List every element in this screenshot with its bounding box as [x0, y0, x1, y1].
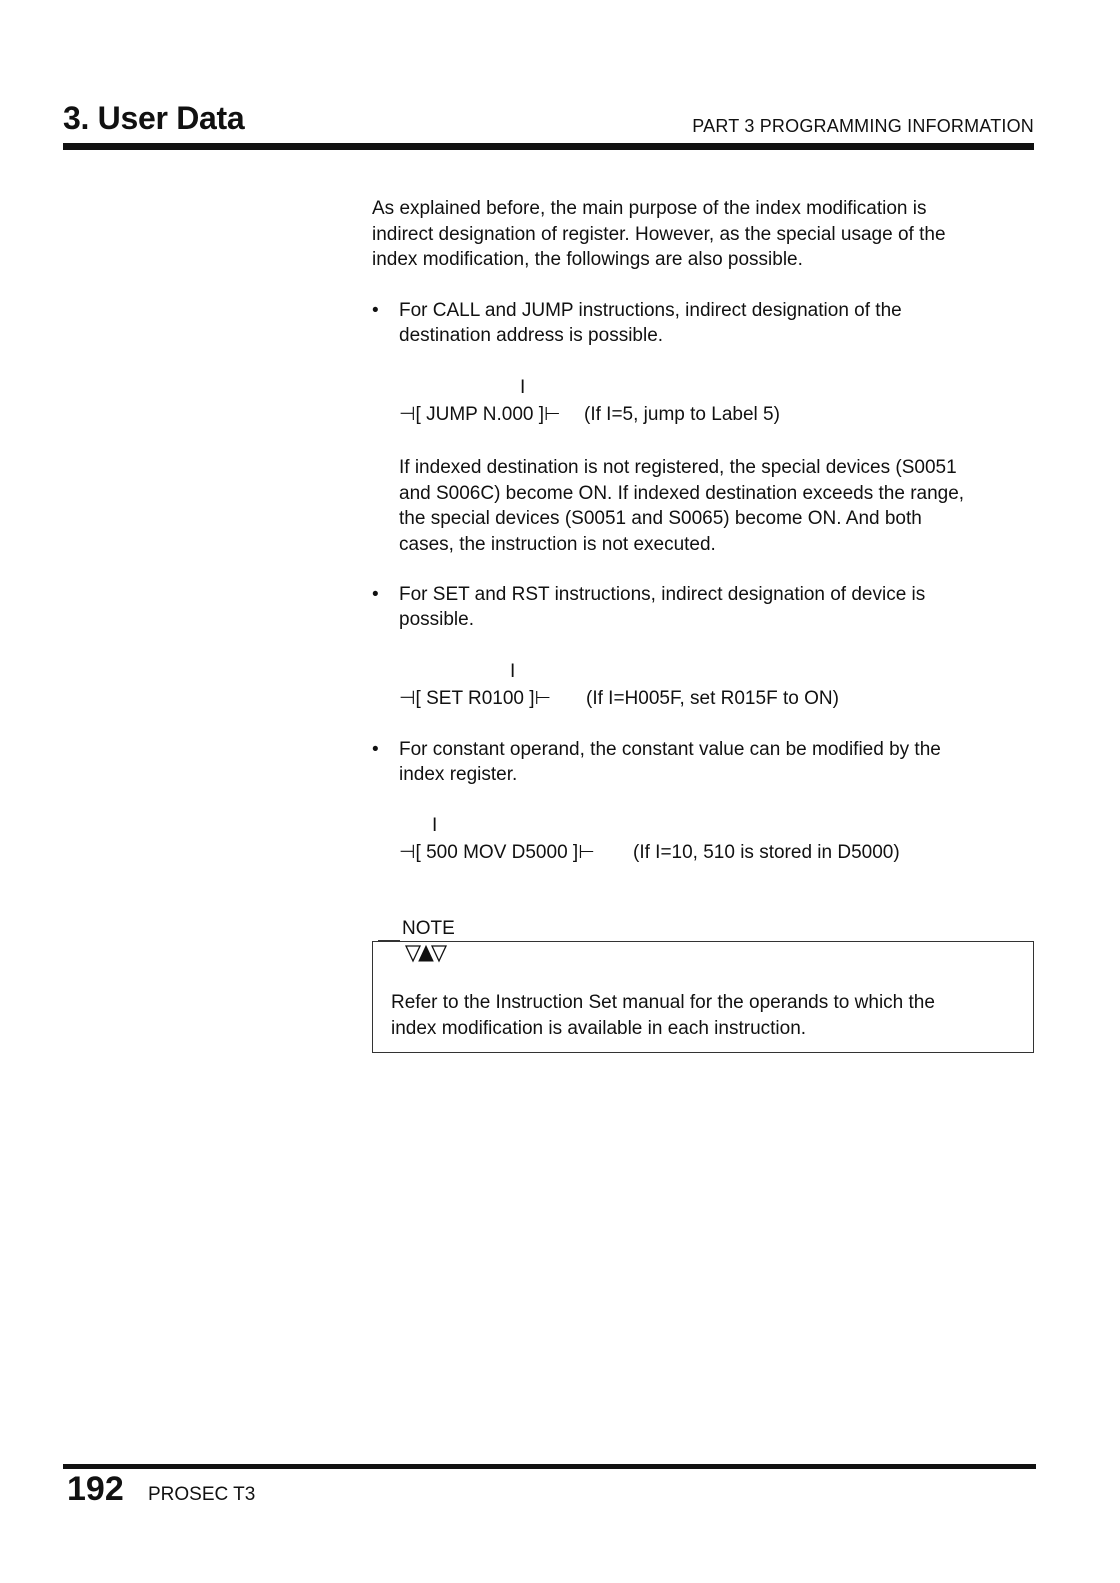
bullet-text [399, 582, 925, 632]
intro-line: As explained before, the main purpose of the index modification is [372, 198, 927, 219]
index-mark: I [510, 661, 516, 682]
footer-product: PROSEC T3 [148, 1484, 256, 1505]
header-rule [63, 143, 1034, 150]
bullet-text [399, 298, 902, 348]
intro-paragraph [372, 196, 946, 273]
explanation-line: If indexed destination is not registered, the special devices (S0051 [399, 457, 957, 478]
jump-explanation [399, 455, 964, 557]
section-title: 3. User Data [63, 100, 245, 136]
note-lead-line [378, 940, 400, 941]
explanation-line: cases, the instruction is not executed. [399, 533, 716, 555]
index-mark: I [432, 815, 438, 836]
instruction-comment: (If I=10, 510 is stored in D5000) [633, 842, 900, 863]
explanation-line: and S006C) become ON. If indexed destination exceeds the range, [399, 482, 965, 504]
intro-line: indirect designation of register. However, as the special usage of the [372, 223, 946, 245]
bullet-line: index register. [399, 764, 518, 785]
bullet-line: For CALL and JUMP instructions, indirect designation of the [399, 300, 902, 321]
note-label: NOTE [402, 918, 455, 939]
code-mov [399, 841, 900, 865]
page-number: 192 [67, 1470, 124, 1508]
code-set [399, 687, 839, 711]
bullet-dot: • [372, 584, 379, 605]
note-line: index modification is available in each instruction. [391, 1017, 807, 1039]
explanation-line: the special devices (S0051 and S0065) become ON. And both [399, 508, 922, 529]
intro-line: index modification, the followings are also possible. [372, 249, 803, 270]
part-header: PART 3 PROGRAMMING INFORMATION [692, 116, 1034, 136]
instruction: ⊣[ JUMP N.000 ]⊢ [399, 404, 561, 425]
bullet-dot: • [372, 739, 379, 760]
footer-rule [63, 1464, 1036, 1469]
instruction-comment: (If I=5, jump to Label 5) [584, 404, 780, 425]
bullet-line: For constant operand, the constant value can be modified by the [399, 739, 941, 760]
index-mark: I [520, 377, 526, 398]
triangles-note-icon [405, 944, 453, 969]
code-jump [399, 403, 780, 427]
bullet-line: For SET and RST instructions, indirect designation of device is [399, 584, 926, 605]
note-line: Refer to the Instruction Set manual for the operands to which the [391, 992, 935, 1013]
bullet-text [399, 737, 941, 787]
bullet-line: destination address is possible. [399, 325, 664, 346]
instruction: ⊣[ 500 MOV D5000 ]⊢ [399, 842, 595, 863]
note-text [391, 990, 935, 1041]
bullet-dot: • [372, 300, 379, 321]
instruction: ⊣[ SET R0100 ]⊢ [399, 688, 552, 709]
instruction-comment: (If I=H005F, set R015F to ON) [586, 688, 839, 709]
bullet-line: possible. [399, 609, 474, 630]
